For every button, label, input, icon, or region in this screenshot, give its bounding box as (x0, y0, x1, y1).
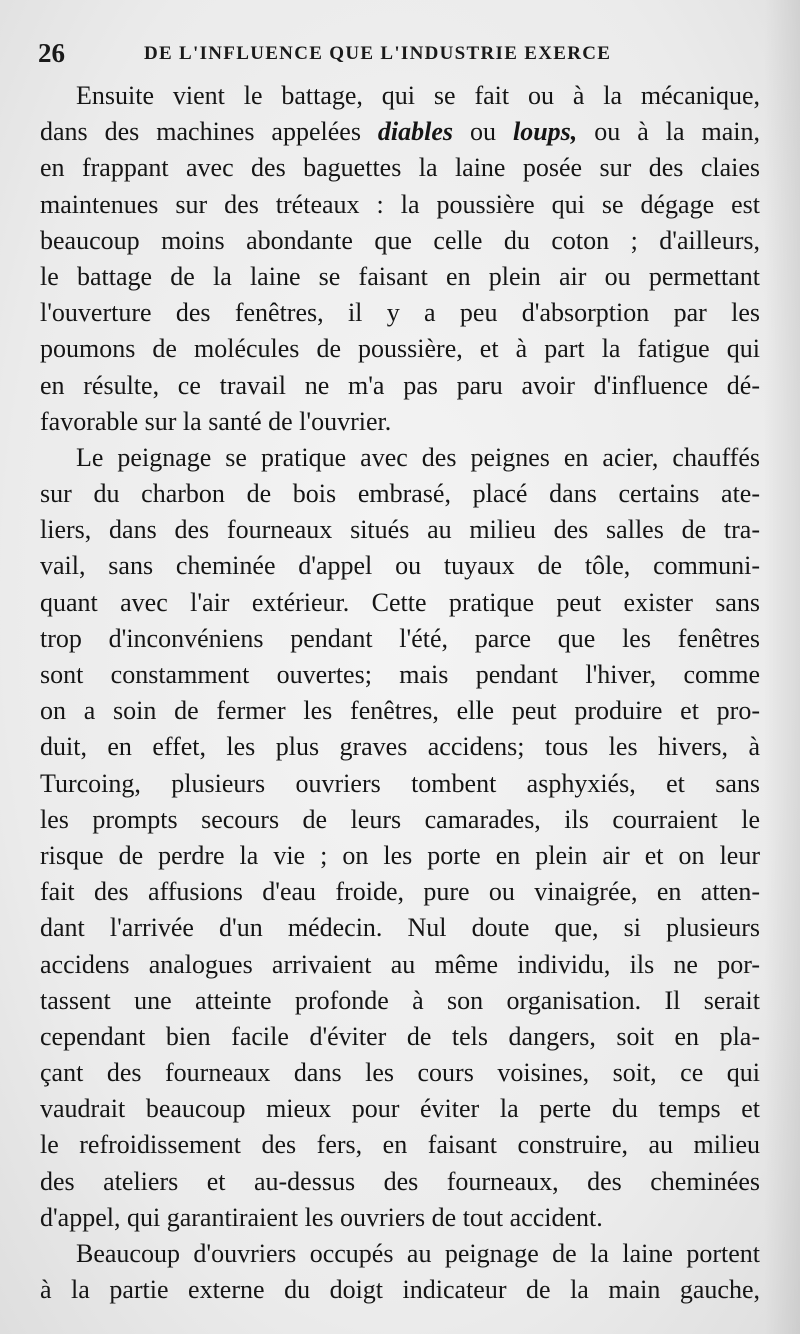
text-line: trop d'inconvéniens pendant l'été, parce que les fenêtres (40, 623, 760, 653)
text-line: à la partie externe du doigt indicateur de la main gauche, (40, 1275, 760, 1305)
body-text (40, 78, 760, 1308)
text-line: on a soin de fermer les fenêtres, elle peut produire et pro- (40, 696, 760, 726)
text-line: l'ouverture des fenêtres, il y a peu d'absorption par les (40, 298, 760, 328)
text-line: des ateliers et au-dessus des fourneaux, des cheminées (40, 1166, 760, 1196)
text-line: risque de perdre la vie ; on les porte en plein air et on leur (40, 840, 760, 870)
text-line: le battage de la laine se faisant en plein air ou permettant (40, 261, 760, 291)
text-line: Beaucoup d'ouvriers occupés au peignage de la laine portent (76, 1239, 760, 1268)
text-line: tassent une atteinte profonde à son organisation. Il serait (40, 985, 760, 1015)
text-line: en résulte, ce travail ne m'a pas paru avoir d'influence dé- (40, 370, 760, 400)
text-line: sur du charbon de bois embrasé, placé dans certains ate- (40, 479, 760, 509)
text-line: fait des affusions d'eau froide, pure ou vinaigrée, en atten- (40, 877, 760, 907)
text-line: Le peignage se pratique avec des peignes en acier, chauffés (76, 442, 760, 472)
text-line: le refroidissement des fers, en faisant construire, au milieu (40, 1130, 760, 1160)
text-line: favorable sur la santé de l'ouvrier. (40, 406, 392, 436)
text-line: vaudrait beaucoup mieux pour éviter la perte du temps et (40, 1094, 760, 1124)
text-line: d'appel, qui garantiraient les ouvriers de tout accident. (40, 1202, 603, 1232)
text-line: les prompts secours de leurs camarades, ils courraient le (40, 804, 760, 834)
text-line: duit, en effet, les plus graves accidens; tous les hivers, à (40, 732, 760, 762)
page-number: 26 (38, 38, 65, 68)
italic-term: loups, (512, 117, 578, 147)
text-line: çant des fourneaux dans les cours voisines, soit, ce qui (40, 1058, 760, 1088)
text-line: Ensuite vient le battage, qui se fait ou à la mécanique, (76, 81, 760, 110)
text-line: beaucoup moins abondante que celle du coton ; d'ailleurs, (40, 225, 760, 255)
text-line: poumons de molécules de poussière, et à part la fatigue qui (40, 334, 760, 364)
text-line: dans des machines appelées diables ou loups, ou à la main, (40, 117, 760, 147)
text-line: accidens analogues arrivaient au même individu, ils ne por- (40, 949, 760, 979)
page-edge-shadow (764, 0, 800, 1334)
text-line: quant avec l'air extérieur. Cette pratique peut exister sans (40, 587, 760, 617)
running-head (38, 34, 758, 70)
text-line: Turcoing, plusieurs ouvriers tombent asphyxiés, et sans (40, 768, 760, 798)
text-line: dant l'arrivée d'un médecin. Nul doute que, si plusieurs (40, 913, 760, 943)
text-line: vail, sans cheminée d'appel ou tuyaux de tôle, communi- (40, 551, 760, 581)
running-title: DE L'INFLUENCE QUE L'INDUSTRIE EXERCE (144, 43, 612, 64)
text-line: maintenues sur des tréteaux : la poussière qui se dégage est (40, 189, 760, 219)
text-line: cependant bien facile d'éviter de tels dangers, soit en pla- (40, 1021, 760, 1051)
text-line: en frappant avec des baguettes la laine posée sur des claies (40, 153, 760, 183)
text-line: liers, dans des fourneaux situés au milieu des salles de tra- (40, 515, 760, 545)
text-line: sont constamment ouvertes; mais pendant l'hiver, comme (40, 660, 760, 689)
italic-term: diables (377, 117, 454, 147)
